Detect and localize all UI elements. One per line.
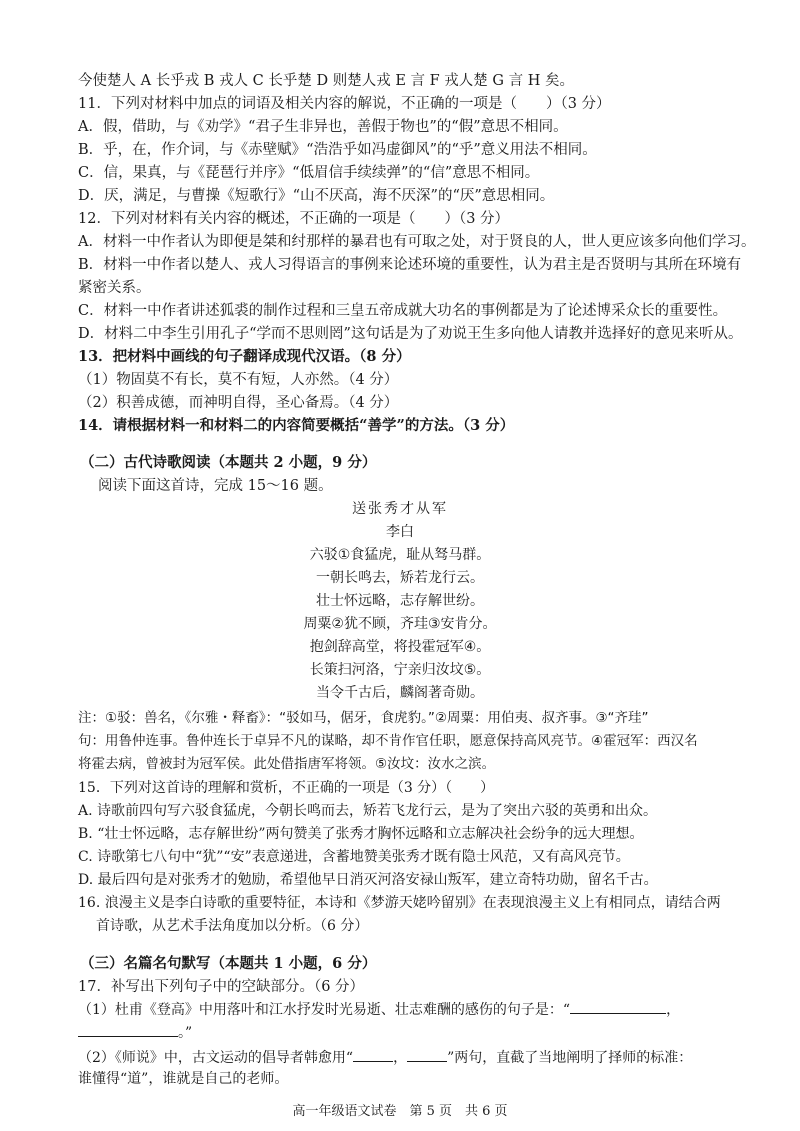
sub-question-2: （2）积善成德，而神明自得，圣心备焉。（4 分） <box>78 395 399 411</box>
item-punct: 。” <box>178 1025 193 1041</box>
option-a: A. 诗歌前四句写六驳食猛虎，今朝长鸣而去，矫若飞龙行云，是为了突出六驳的英勇和出众。 <box>78 803 658 819</box>
answer-blank[interactable] <box>407 1047 447 1062</box>
question-13: 13．把材料中画线的句子翻译成现代汉语。（8 分） <box>78 348 411 365</box>
poem-note: 注：①驳：兽名，《尔雅・释畜》：“驳如马，倨牙，食虎豹。”②周粟：用伯夷、叔齐事。③“齐珪” <box>78 710 649 726</box>
option-b: B．乎，在，作介词，与《赤壁赋》“浩浩乎如冯虚御风”的“乎”意义用法不相同。 <box>78 142 597 158</box>
option-c: C. 诗歌第七八句中“犹”“安”表意递进，含蓄地赞美张秀才既有隐士风范，又有高风亮节。 <box>78 849 630 865</box>
option-b-cont: 紧密关系。 <box>78 280 151 296</box>
section-heading-poetry: （二）古代诗歌阅读（本题共 2 小题，9 分） <box>80 454 377 471</box>
option-a: A．材料一中作者认为即便是桀和纣那样的暴君也有可取之处，对于贤良的人，世人更应该多向他们学习。 <box>78 234 756 250</box>
option-b: B. “壮士怀远略，志存解世纷”两句赞美了张秀才胸怀远略和立志解决社会纷争的远大理想。 <box>78 826 644 842</box>
poem-title: 送张秀才从军 <box>352 501 448 517</box>
poem-note: 句：用鲁仲连事。鲁仲连长于卓异不凡的谋略，却不肯作官任职，愿意保持高风亮节。④霍冠军：西汉名 <box>78 733 698 749</box>
question-12: 12．下列对材料有关内容的概述，不正确的一项是（ ）（3 分） <box>78 211 510 227</box>
question-16: 16. 浪漫主义是李白诗歌的重要特征，本诗和《梦游天姥吟留别》在表现浪漫主义上有相同点，请结合两 <box>78 895 721 911</box>
item-text: （2）《师说》中，古文运动的倡导者韩愈用“ <box>78 1050 354 1066</box>
section-instruction: 阅读下面这首诗，完成 15～16 题。 <box>98 478 333 494</box>
answer-blank[interactable] <box>78 1022 178 1037</box>
option-c: C．信，果真，与《琵琶行并序》“低眉信手续续弹”的“信”意思不相同。 <box>78 165 540 181</box>
recitation-item-1-cont <box>78 1022 192 1044</box>
option-c: C．材料一中作者讲述狐裘的制作过程和三皇五帝成就大功名的事例都是为了论述博采众长的重要性。 <box>78 303 728 319</box>
poem-line: 抱剑辞高堂，将投霍冠军④。 <box>309 639 491 655</box>
option-a: A．假，借助，与《劝学》“君子生非异也，善假于物也”的“假”意思不相同。 <box>78 119 568 135</box>
option-d: D．厌，满足，与曹操《短歌行》“山不厌高，海不厌深”的“厌”意思相同。 <box>78 188 555 204</box>
section-heading-recitation: （三）名篇名句默写（本题共 1 小题，6 分） <box>80 955 377 972</box>
poem-line: 长策扫河洛，宁亲归汝坟⑤。 <box>309 662 491 678</box>
poem-note: 将霍去病，曾被封为冠军侯。此处借指唐军将领。⑤汝坟：汝水之滨。 <box>78 756 496 772</box>
poem-line: 周粟②犹不顾，齐珪③安肯分。 <box>303 616 497 632</box>
option-d: D．材料二中李生引用孔子“学而不思则罔”这句话是为了劝说王生多向他人请教并选择好的意见来听从。 <box>78 326 743 342</box>
option-b: B．材料一中作者以楚人、戎人习得语言的事例来论述环境的重要性，认为君主是否贤明与其所在环境有 <box>78 257 742 273</box>
recitation-item-1 <box>78 999 680 1021</box>
poem-author: 李白 <box>386 524 414 540</box>
option-d: D. 最后四句是对张秀才的勉励，希望他早日消灭河洛安禄山叛军，建立奇特功勋，留名千古。 <box>78 872 658 888</box>
question-16-cont: 首诗歌，从艺术手法角度加以分析。（6 分） <box>96 918 369 934</box>
answer-blank[interactable] <box>570 999 666 1014</box>
poem-line: 当令千古后，麟阁著奇勋。 <box>316 685 484 701</box>
recitation-item-2 <box>78 1047 692 1069</box>
question-11: 11．下列对材料中加点的词语及相关内容的解说，不正确的一项是（ ）（3 分） <box>78 96 611 112</box>
answer-blank[interactable] <box>353 1047 393 1062</box>
text-line: 今使楚人 A 长乎戎 B 戎人 C 长乎楚 D 则楚人戎 E 言 F 戎人楚 G 言 H 矣。 <box>78 73 574 89</box>
question-15: 15．下列对这首诗的理解和赏析，不正确的一项是（3 分）（ ） <box>78 780 495 796</box>
poem-line: 一朝长鸣去，矫若龙行云。 <box>316 570 484 586</box>
item-punct: ， <box>666 1002 681 1018</box>
sub-question-1: （1）物固莫不有长，莫不有短，人亦然。（4 分） <box>78 372 399 388</box>
item-punct: ， <box>393 1050 408 1066</box>
item-text: （1）杜甫《登高》中用落叶和江水抒发时光易逝、壮志难酬的感伤的句子是：“ <box>78 1002 571 1018</box>
page-footer: 高一年级语文试卷 第 5 页 共 6 页 <box>292 1104 508 1119</box>
poem-line: 壮士怀远略，志存解世纷。 <box>316 593 484 609</box>
recitation-item-2-cont: 谁懂得“道”，谁就是自己的老师。 <box>78 1071 289 1087</box>
question-14: 14．请根据材料一和材料二的内容简要概括“善学”的方法。（3 分） <box>78 417 515 434</box>
item-text: ”两句，直截了当地阐明了择师的标准： <box>447 1050 693 1066</box>
poem-line: 六驳①食猛虎，耻从驽马群。 <box>309 547 491 563</box>
question-17: 17．补写出下列句子中的空缺部分。（6 分） <box>78 979 365 995</box>
